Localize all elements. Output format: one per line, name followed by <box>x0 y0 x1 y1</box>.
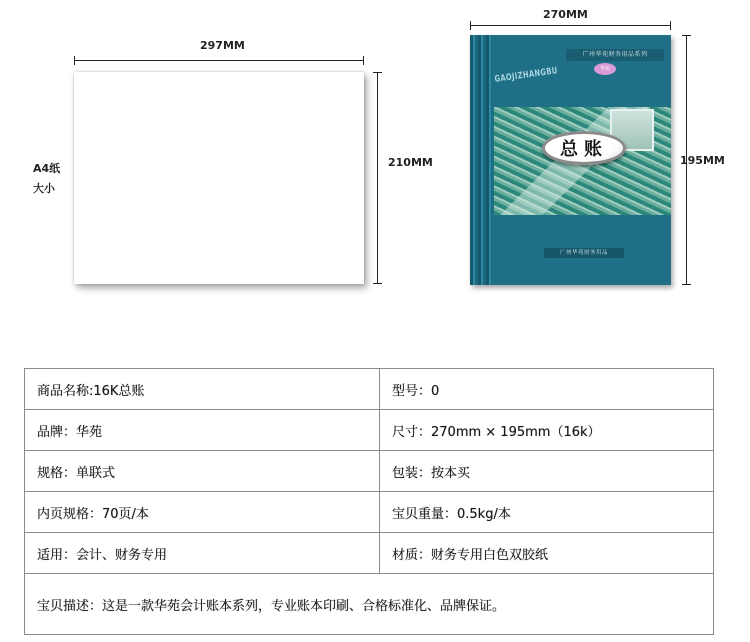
book-height-label: 195MM <box>680 154 725 167</box>
table-row <box>25 410 714 451</box>
spec-brand: 品牌：华苑 <box>25 410 380 451</box>
spec-description: 宝贝描述：这是一款华苑会计账本系列，专业账本印刷、合格标准化、品牌保证。 <box>25 574 714 635</box>
a4-height-tick-bottom <box>373 283 382 284</box>
a4-caption-line2: 大小 <box>33 182 55 195</box>
a4-width-label: 297MM <box>200 39 245 52</box>
cover-seal-logo: 华苑 <box>594 63 616 75</box>
table-row <box>25 369 714 410</box>
cover-publisher: 广州华苑财务用品 <box>544 248 624 258</box>
cover-series-header: 广州华苑财务用品系列 <box>566 49 664 61</box>
table-row <box>25 533 714 574</box>
spec-model: 型号：0 <box>380 369 714 410</box>
spec-inner-pages: 内页规格：70页/本 <box>25 492 380 533</box>
a4-height-tick-top <box>373 72 382 73</box>
product-spec-table <box>24 368 714 635</box>
a4-height-line <box>377 72 378 284</box>
book-width-line <box>470 25 670 26</box>
a4-sheet <box>74 72 364 284</box>
cover-pinyin-title <box>494 66 559 93</box>
cover-pinyin-text: GAOJIZHANGBU <box>494 66 559 85</box>
book-width-tick-left <box>470 21 471 30</box>
book-height-tick-top <box>682 35 691 36</box>
spec-usage: 适用：会计、财务专用 <box>25 533 380 574</box>
spec-material: 材质：财务专用白色双胶纸 <box>380 533 714 574</box>
table-row <box>25 492 714 533</box>
table-row <box>25 574 714 635</box>
ledger-book-cover <box>470 35 671 285</box>
a4-width-tick-left <box>74 56 75 65</box>
a4-width-tick-right <box>363 56 364 65</box>
a4-caption-line1: A4纸 <box>33 162 61 175</box>
table-row <box>25 451 714 492</box>
spec-packaging: 包装：按本买 <box>380 451 714 492</box>
spec-weight: 宝贝重量：0.5kg/本 <box>380 492 714 533</box>
a4-width-line <box>74 60 364 61</box>
spec-size: 尺寸：270mm × 195mm（16k） <box>380 410 714 451</box>
spec-product-name: 商品名称:16K总账 <box>25 369 380 410</box>
book-width-label: 270MM <box>543 8 588 21</box>
spec-format: 规格：单联式 <box>25 451 380 492</box>
a4-height-label: 210MM <box>388 156 433 169</box>
cover-stripes <box>470 35 492 285</box>
cover-title-oval: 总账 <box>542 131 626 165</box>
book-width-tick-right <box>670 21 671 30</box>
book-height-tick-bottom <box>682 284 691 285</box>
